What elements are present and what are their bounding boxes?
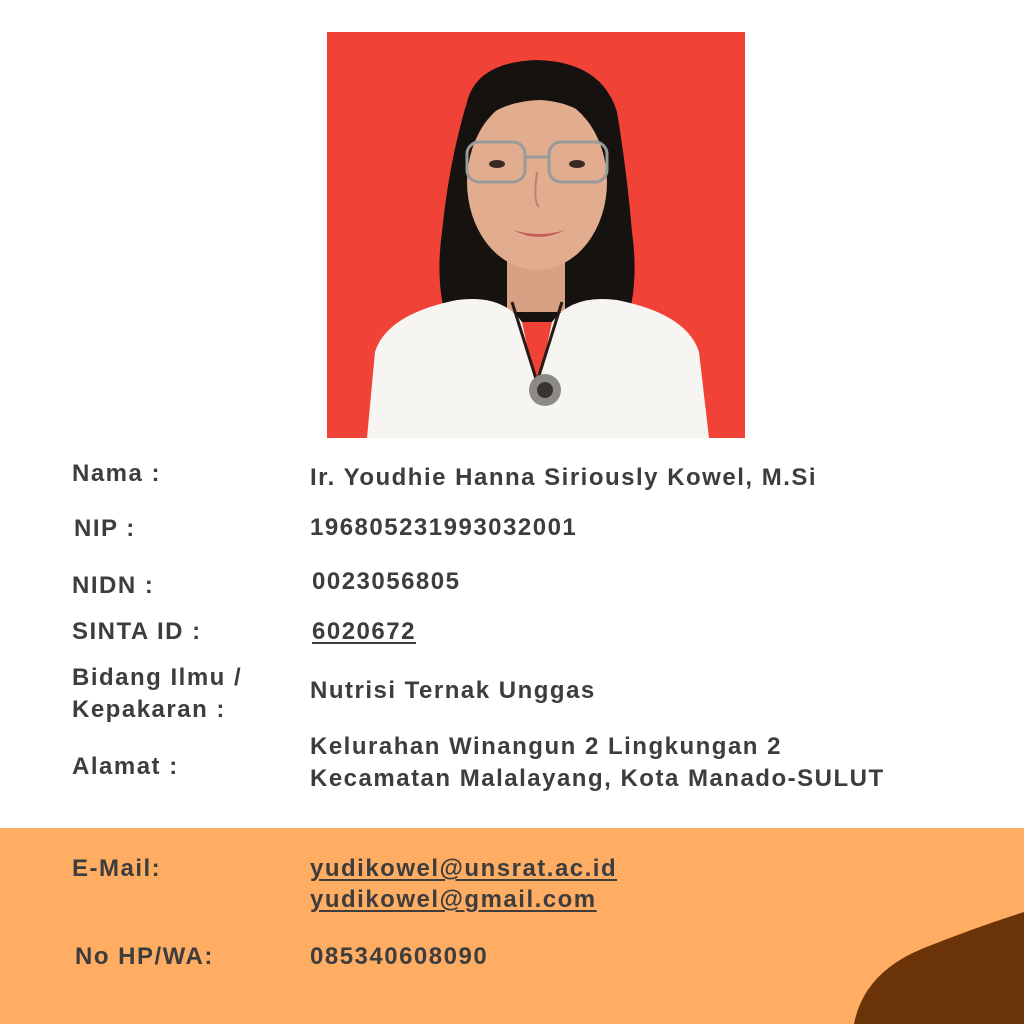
bidang-label-line2: Kepakaran :	[72, 696, 226, 723]
decorative-swoosh	[854, 912, 1024, 1024]
sinta-label: SINTA ID :	[72, 618, 202, 645]
nip-value: 196805231993032001	[310, 514, 578, 541]
sinta-id-link[interactable]: 6020672	[312, 618, 416, 645]
bidang-value: Nutrisi Ternak Unggas	[310, 677, 596, 704]
alamat-line1: Kelurahan Winangun 2 Lingkungan 2	[310, 733, 782, 760]
nip-label: NIP :	[74, 515, 136, 542]
nama-label: Nama :	[72, 460, 162, 487]
alamat-label: Alamat :	[72, 753, 179, 780]
nidn-label: NIDN :	[72, 572, 155, 599]
nidn-value: 0023056805	[312, 568, 461, 595]
alamat-line2: Kecamatan Malalayang, Kota Manado-SULUT	[310, 765, 885, 792]
bidang-label-line1: Bidang Ilmu /	[72, 664, 243, 691]
phone-label: No HP/WA:	[75, 943, 214, 970]
portrait-illustration	[327, 32, 745, 438]
contact-footer	[0, 828, 1024, 1024]
profile-photo	[327, 32, 745, 438]
phone-value: 085340608090	[310, 943, 489, 970]
nama-value: Ir. Youdhie Hanna Siriously Kowel, M.Si	[310, 464, 818, 491]
email-label: E-Mail:	[72, 855, 162, 882]
email-link-1[interactable]: yudikowel@unsrat.ac.id	[310, 855, 618, 882]
email-link-2[interactable]: yudikowel@gmail.com	[310, 886, 597, 913]
